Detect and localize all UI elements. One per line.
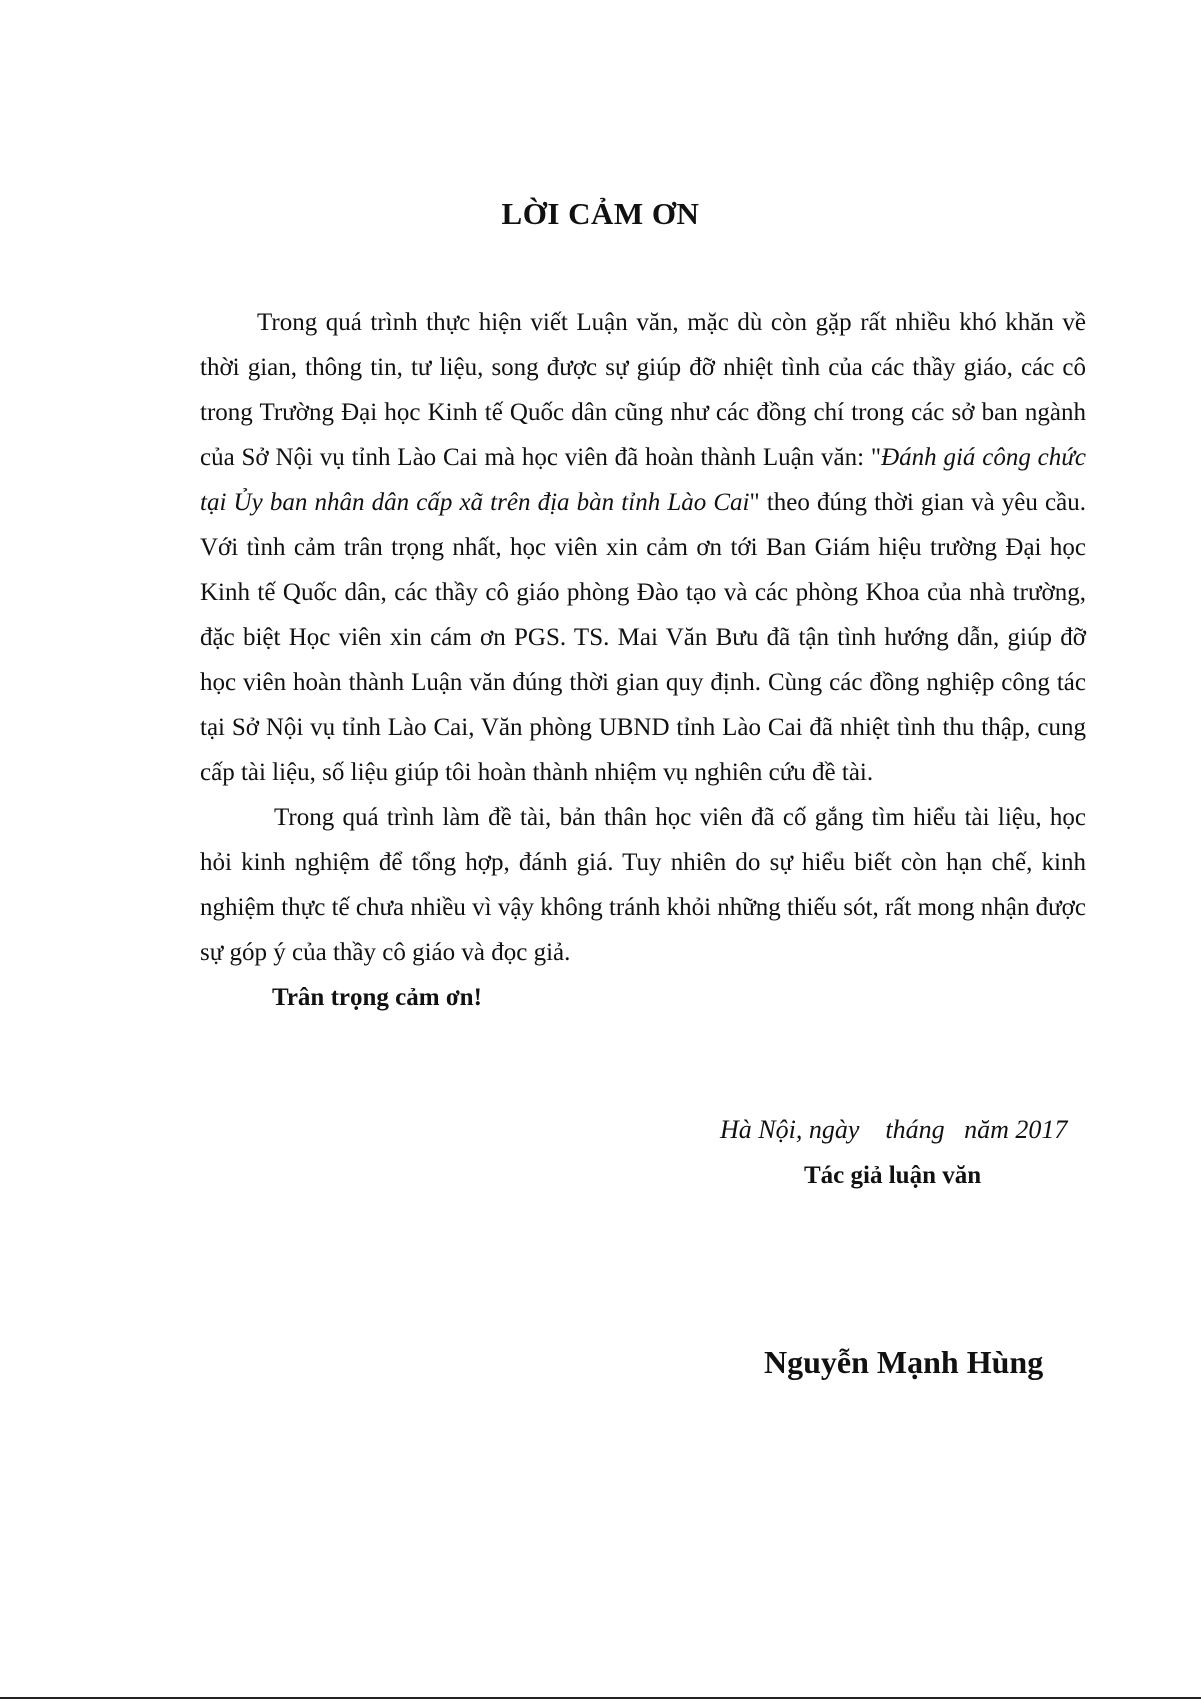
- paragraph-2: Trong quá trình làm đề tài, bản thân học viên đã cố gắng tìm hiểu tài liệu, học hỏi kinh nghiệm để tổng hợp, đánh giá. Tuy nhiên do sự hiểu biết còn hạn chế, kinh nghiệm thực tế chưa nhiều vì vậy không tránh khỏi những thiếu sót, rất mong nhận được sự góp ý của thầy cô giáo và đọc giả.: [200, 804, 1086, 966]
- paragraph-1: [200, 300, 1086, 795]
- paragraph-1-text-end: " theo đúng thời gian và yêu cầu. Với tình cảm trân trọng nhất, học viên xin cảm ơn tới Ban Giám hiệu trường Đại học Kinh tế Quốc dân, các thầy cô giáo phòng Đào tạo và các phòng Khoa của nhà trường, đặc biệt Học viên xin cám ơn PGS. TS. Mai Văn Bưu đã tận tình hướng dẫn, giúp đỡ học viên hoàn thành Luận văn đúng thời gian quy định. Cùng các đồng nghiệp công tác tại Sở Nội vụ tỉnh Lào Cai, Văn phòng UBND tỉnh Lào Cai đã nhiệt tình thu thập, cung cấp tài liệu, số liệu giúp tôi hoàn thành nhiệm vụ nghiên cứu đề tài.: [200, 489, 1086, 786]
- document-body: [200, 300, 1086, 1020]
- page-title: LỜI CẢM ƠN: [501, 196, 700, 231]
- date-line: Hà Nội, ngày tháng năm 2017: [720, 1115, 1068, 1144]
- paragraph-1-text-start: Trong quá trình thực hiện viết Luận văn, mặc dù còn gặp rất nhiều khó khăn về thời gian, thông tin, tư liệu, song được sự giúp đỡ nhiệt tình của các thầy giáo, các cô trong Trường Đại học Kinh tế Quốc dân cũng như các đồng chí trong các sở ban ngành của Sở Nội vụ tỉnh Lào Cai mà học viên đã hoàn thành Luận văn: ": [200, 309, 1086, 471]
- closing-thanks: Trân trọng cảm ơn!: [272, 984, 482, 1011]
- author-label: Tác giả luận văn: [804, 1162, 982, 1189]
- thesis-title: Đánh giá công chức tại Ủy ban nhân dân cấp xã trên địa bàn tỉnh Lào Cai: [200, 444, 1086, 516]
- author-name: Nguyễn Mạnh Hùng: [764, 1344, 1044, 1380]
